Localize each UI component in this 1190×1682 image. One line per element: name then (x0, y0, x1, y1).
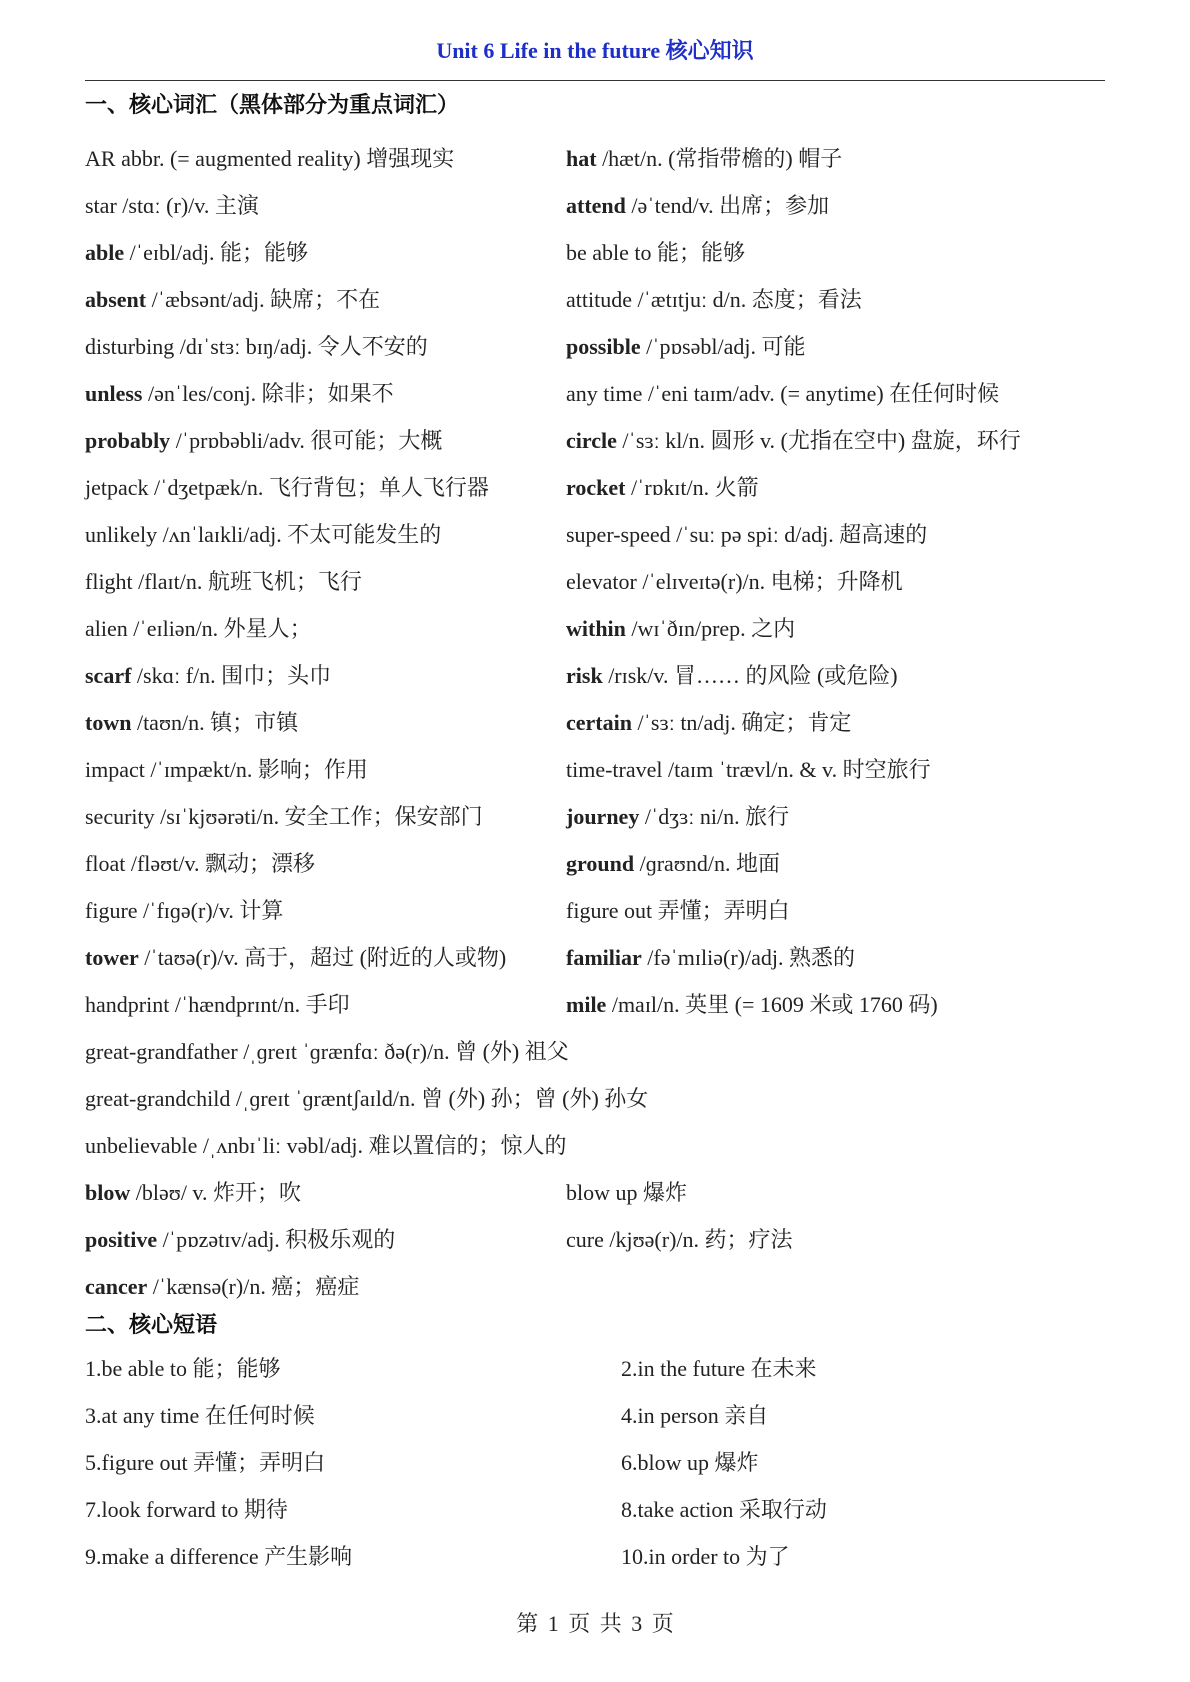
vocab-entry (85, 1169, 301, 1216)
vocab-entry (566, 840, 780, 887)
vocab-definition: /ˈdʒetpæk/n. 飞行背包；单人飞行器 (148, 475, 489, 500)
vocab-definition: /stɑː (r)/v. 主演 (116, 193, 259, 218)
vocab-entry (566, 276, 862, 323)
vocab-definition: 弄懂；弄明白 (652, 898, 790, 923)
vocab-entry (85, 793, 483, 840)
vocab-entry (85, 464, 489, 511)
vocab-entry (85, 699, 298, 746)
vocab-entry (566, 417, 1021, 464)
phrase-row (85, 1345, 1115, 1392)
phrase-item: 6.blow up 爆炸 (621, 1450, 759, 1475)
section-title-vocabulary: 一、核心词汇（黑体部分为重点词汇） (85, 93, 460, 118)
vocab-word: circle (566, 428, 617, 453)
vocab-definition: /ˈɪmpækt/n. 影响；作用 (144, 757, 368, 782)
vocab-word: town (85, 710, 132, 735)
vocab-definition: /ˈpɒzətɪv/adj. 积极乐观的 (157, 1227, 396, 1252)
vocab-word: star (85, 193, 117, 218)
vocab-definition: /ˈeɪliən/n. 外星人； (127, 616, 312, 641)
vocab-entry (566, 182, 829, 229)
vocab-definition: /ˈeni taɪm/adv. (= anytime) 在任何时候 (642, 381, 1000, 406)
vocab-entry (566, 135, 842, 182)
vocab-word: elevator (566, 569, 637, 594)
vocab-entry (566, 934, 855, 981)
phrase-item: 7.look forward to 期待 (85, 1497, 288, 1522)
vocab-definition: 能；能够 (651, 240, 746, 265)
vocab-word: rocket (566, 475, 626, 500)
vocab-entry (566, 1169, 687, 1216)
vocab-word: mile (566, 992, 607, 1017)
page-header-title: Unit 6 Life in the future 核心知识 (436, 38, 754, 63)
vocab-definition: /wɪˈðɪn/prep. 之内 (625, 616, 796, 641)
section-title-phrases: 二、核心短语 (85, 1313, 218, 1338)
vocab-entry (566, 699, 851, 746)
vocab-word: blow (85, 1180, 131, 1205)
vocab-entry (85, 417, 442, 464)
vocab-row (85, 840, 1115, 887)
phrase-item: 10.in order to 为了 (621, 1544, 790, 1569)
vocab-definition: /ˈprɒbəbli/adv. 很可能；大概 (170, 428, 443, 453)
vocab-word: able (85, 240, 125, 265)
vocab-entry (566, 652, 898, 699)
vocab-word: figure out (566, 898, 653, 923)
vocab-row (85, 276, 1115, 323)
vocab-word: within (566, 616, 626, 641)
vocab-entry (566, 793, 789, 840)
vocab-definition: /ənˈles/conj. 除非；如果不 (142, 381, 394, 406)
vocab-definition: abbr. (= augmented reality) 增强现实 (115, 146, 455, 171)
phrase-item: 9.make a difference 产生影响 (85, 1544, 353, 1569)
vocab-entry (566, 323, 805, 370)
vocab-row (85, 323, 1115, 370)
vocab-entry (85, 1122, 567, 1169)
vocab-row (85, 652, 1115, 699)
vocab-word: float (85, 851, 126, 876)
vocab-word: unlikely (85, 522, 158, 547)
vocab-entry (85, 182, 259, 229)
vocab-entry (566, 887, 790, 934)
vocabulary-list (85, 135, 1115, 1310)
vocab-entry (85, 370, 394, 417)
vocab-definition: /ˈæbsənt/adj. 缺席；不在 (146, 287, 381, 312)
vocab-word: jetpack (85, 475, 149, 500)
vocab-definition: /sɪˈkjʊərəti/n. 安全工作；保安部门 (154, 804, 483, 829)
vocab-word: attend (566, 193, 626, 218)
vocab-entry (85, 1028, 569, 1075)
vocab-word: positive (85, 1227, 158, 1252)
vocab-word: blow up (566, 1180, 638, 1205)
phrase-row (85, 1392, 1115, 1439)
vocab-definition: /dɪˈstɜː bɪŋ/adj. 令人不安的 (174, 334, 428, 359)
vocab-definition: /ˈætɪtjuː d/n. 态度；看法 (631, 287, 862, 312)
page-footer: 第 1 页 共 3 页 (516, 1611, 674, 1636)
vocab-definition: /kjʊə(r)/n. 药；疗法 (603, 1227, 793, 1252)
vocab-entry (85, 558, 362, 605)
vocab-entry (85, 511, 441, 558)
vocab-word: flight (85, 569, 133, 594)
vocab-definition: /ˈpɒsəbl/adj. 可能 (640, 334, 806, 359)
vocab-entry (85, 840, 315, 887)
vocab-row (85, 558, 1115, 605)
vocab-entry (85, 605, 312, 652)
vocab-definition: /ˈtaʊə(r)/v. 高于，超过 (附近的人或物) (138, 945, 507, 970)
vocab-definition: /fəˈmɪliə(r)/adj. 熟悉的 (641, 945, 855, 970)
vocab-definition: /ˌʌnbɪˈliː vəbl/adj. 难以置信的；惊人的 (197, 1133, 567, 1158)
phrase-row (85, 1533, 1115, 1580)
vocab-word: impact (85, 757, 145, 782)
vocab-entry (566, 511, 927, 558)
phrase-list (85, 1345, 1115, 1580)
vocab-entry (85, 323, 428, 370)
vocab-definition: /ɡraʊnd/n. 地面 (634, 851, 780, 876)
vocab-row (85, 1216, 1115, 1263)
vocab-word: unbelievable (85, 1133, 198, 1158)
vocab-word: unless (85, 381, 143, 406)
vocab-entry (85, 135, 454, 182)
vocab-definition: /ˈeɪbl/adj. 能；能够 (124, 240, 309, 265)
vocab-word: attitude (566, 287, 632, 312)
vocab-entry (566, 558, 903, 605)
vocab-definition: /ˈrɒkɪt/n. 火箭 (625, 475, 759, 500)
phrase-item: 5.figure out 弄懂；弄明白 (85, 1450, 326, 1475)
vocab-word: disturbing (85, 334, 175, 359)
vocab-entry (85, 981, 350, 1028)
vocab-row (85, 1122, 1115, 1169)
vocab-word: alien (85, 616, 128, 641)
phrase-row (85, 1439, 1115, 1486)
vocab-row (85, 1263, 1115, 1310)
vocab-definition: /fləʊt/v. 飘动；漂移 (125, 851, 316, 876)
vocab-entry (566, 229, 745, 276)
phrase-item: 8.take action 采取行动 (621, 1497, 827, 1522)
vocab-row (85, 464, 1115, 511)
vocab-entry (566, 370, 999, 417)
vocab-word: ground (566, 851, 635, 876)
vocab-word: figure (85, 898, 138, 923)
vocab-entry (566, 464, 759, 511)
vocab-row (85, 135, 1115, 182)
phrase-item: 2.in the future 在未来 (621, 1356, 817, 1381)
vocab-row (85, 746, 1115, 793)
vocab-definition: /hæt/n. (常指带檐的) 帽子 (596, 146, 843, 171)
phrase-item: 3.at any time 在任何时候 (85, 1403, 315, 1428)
vocab-definition: /ˌɡreɪt ˈɡrænfɑː ðə(r)/n. 曾 (外) 祖父 (237, 1039, 569, 1064)
vocab-entry (566, 1216, 793, 1263)
vocab-row (85, 417, 1115, 464)
vocab-word: great-grandfather (85, 1039, 238, 1064)
vocab-row (85, 182, 1115, 229)
vocab-row (85, 370, 1115, 417)
vocab-word: absent (85, 287, 147, 312)
vocab-row (85, 511, 1115, 558)
vocab-definition: /ʌnˈlaɪkli/adj. 不太可能发生的 (157, 522, 442, 547)
vocab-row (85, 887, 1115, 934)
vocab-word: risk (566, 663, 603, 688)
vocab-word: familiar (566, 945, 642, 970)
vocab-word: scarf (85, 663, 132, 688)
vocab-entry (85, 1216, 395, 1263)
vocab-row (85, 1028, 1115, 1075)
vocab-word: certain (566, 710, 632, 735)
vocab-definition: /flaɪt/n. 航班飞机；飞行 (132, 569, 362, 594)
vocab-definition: /əˈtend/v. 出席；参加 (625, 193, 830, 218)
vocab-row (85, 1169, 1115, 1216)
vocab-definition: /skɑː f/n. 围巾；头巾 (131, 663, 332, 688)
vocab-word: time-travel (566, 757, 663, 782)
vocab-entry (85, 1075, 648, 1122)
vocab-entry (85, 934, 506, 981)
vocab-entry (85, 229, 308, 276)
vocab-entry (85, 1263, 359, 1310)
vocab-definition: /ˈkænsə(r)/n. 癌；癌症 (147, 1274, 360, 1299)
vocab-word: any time (566, 381, 643, 406)
vocab-word: possible (566, 334, 641, 359)
vocab-word: security (85, 804, 155, 829)
vocab-definition: /ˈsɜː tn/adj. 确定；肯定 (631, 710, 852, 735)
vocab-entry (566, 746, 931, 793)
vocab-definition: /ˈelɪveɪtə(r)/n. 电梯；升降机 (636, 569, 903, 594)
vocab-definition: 爆炸 (637, 1180, 688, 1205)
vocab-definition: /ˈsɜː kl/n. 圆形 v. (尤指在空中) 盘旋，环行 (616, 428, 1021, 453)
vocab-row (85, 229, 1115, 276)
vocab-word: great-grandchild (85, 1086, 231, 1111)
vocab-row (85, 699, 1115, 746)
vocab-word: hat (566, 146, 597, 171)
phrase-item: 1.be able to 能；能够 (85, 1356, 281, 1381)
vocab-row (85, 605, 1115, 652)
vocab-row (85, 1075, 1115, 1122)
vocab-entry (85, 887, 283, 934)
vocab-word: super-speed (566, 522, 671, 547)
vocab-definition: /ˈsuː pə spiː d/adj. 超高速的 (670, 522, 928, 547)
phrase-item: 4.in person 亲自 (621, 1403, 769, 1428)
vocab-word: be able to (566, 240, 652, 265)
vocab-definition: /taɪm ˈtrævl/n. & v. 时空旅行 (662, 757, 931, 782)
vocab-row (85, 981, 1115, 1028)
vocab-entry (566, 605, 795, 652)
vocab-word: handprint (85, 992, 170, 1017)
vocab-entry (85, 746, 368, 793)
vocab-word: tower (85, 945, 139, 970)
vocab-definition: /ˈhændprɪnt/n. 手印 (169, 992, 350, 1017)
vocab-definition: /ˌɡreɪt ˈɡræntʃaɪld/n. 曾 (外) 孙；曾 (外) 孙女 (230, 1086, 649, 1111)
vocab-entry (566, 981, 938, 1028)
vocab-entry (85, 652, 331, 699)
header-divider (85, 80, 1105, 81)
vocab-definition: /taʊn/n. 镇；市镇 (131, 710, 299, 735)
vocab-definition: /bləʊ/ v. 炸开；吹 (130, 1180, 301, 1205)
vocab-row (85, 934, 1115, 981)
vocab-definition: /maɪl/n. 英里 (= 1609 米或 1760 码) (606, 992, 938, 1017)
vocab-row (85, 793, 1115, 840)
phrase-row (85, 1486, 1115, 1533)
vocab-entry (85, 276, 380, 323)
vocab-word: AR (85, 146, 116, 171)
vocab-definition: /ˈfɪɡə(r)/v. 计算 (137, 898, 284, 923)
vocab-definition: /ˈdʒɜː ni/n. 旅行 (639, 804, 790, 829)
vocab-word: cure (566, 1227, 604, 1252)
vocab-word: cancer (85, 1274, 148, 1299)
vocab-word: journey (566, 804, 640, 829)
vocab-word: probably (85, 428, 171, 453)
vocab-definition: /rɪsk/v. 冒…… 的风险 (或危险) (602, 663, 898, 688)
